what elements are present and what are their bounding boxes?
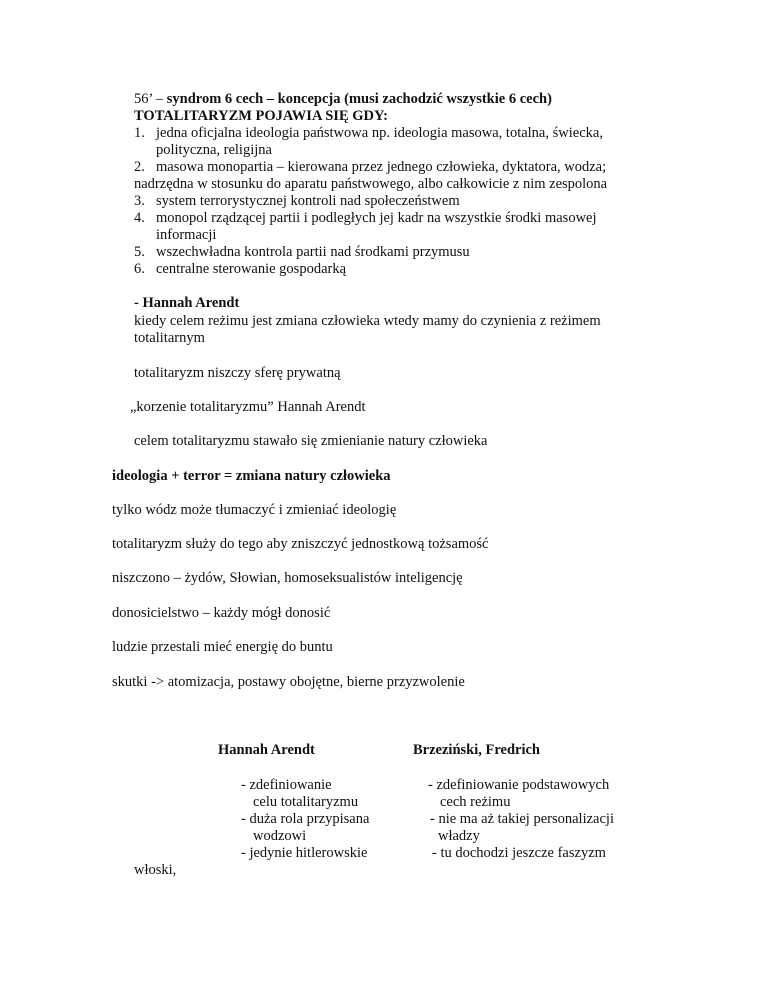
comparison-right-line: - tu dochodzi jeszcze faszyzm <box>432 845 606 861</box>
comparison-left-line: celu totalitaryzmu <box>253 794 359 810</box>
list-item: 4. monopol rządzącej partii i podległych jej kadr na wszystkie środki masowej <box>134 210 597 226</box>
list-item: 3. system terrorystycznej kontroli nad społeczeństwem <box>134 193 460 209</box>
comparison-right-line: - zdefiniowanie podstawowych <box>428 777 610 793</box>
paragraph: „korzenie totalitaryzmu” Hannah Arendt <box>130 399 366 415</box>
comparison-left-line: - zdefiniowanie <box>241 777 332 793</box>
comparison-left-line: - jedynie hitlerowskie <box>241 845 368 861</box>
paragraph: kiedy celem reżimu jest zmiana człowieka wtedy mamy do czynienia z reżimem <box>134 313 601 329</box>
list-item-continuation: informacji <box>156 227 217 243</box>
note: totalitaryzm służy do tego aby zniszczyć jednostkową tożsamość <box>112 536 489 552</box>
note: ludzie przestali mieć energię do buntu <box>112 639 333 655</box>
list-item: 5. wszechwładna kontrola partii nad środkami przymusu <box>134 244 470 260</box>
comparison-right-line: cech reżimu <box>440 794 511 810</box>
list-item: 1. jedna oficjalna ideologia państwowa np. ideologia masowa, totalna, świecka, <box>134 125 603 141</box>
comparison-left-line: wodzowi <box>253 828 307 844</box>
comparison-left-line: - duża rola przypisana <box>241 811 370 827</box>
list-item: 2. masowa monopartia – kierowana przez jednego człowieka, dyktatora, wodza; <box>134 159 607 175</box>
list-item-continuation: nadrzędna w stosunku do aparatu państwowego, albo całkowicie z nim zespolona <box>134 176 608 192</box>
paragraph: totalitarnym <box>134 330 205 346</box>
comparison-left-heading: Hannah Arendt <box>218 742 315 758</box>
formula: ideologia + terror = zmiana natury człowieka <box>112 468 391 484</box>
header-line <box>134 91 552 108</box>
note: niszczono – żydów, Słowian, homoseksualistów inteligencję <box>112 570 463 586</box>
paragraph: celem totalitaryzmu stawało się zmienianie natury człowieka <box>134 433 488 449</box>
comparison-right-heading: Brzeziński, Fredrich <box>413 742 540 758</box>
note: donosicielstwo – każdy mógł donosić <box>112 605 331 621</box>
comparison-tail: włoski, <box>134 862 177 878</box>
section-title: TOTALITARYZM POJAWIA SIĘ GDY: <box>134 108 388 124</box>
note: tylko wódz może tłumaczyć i zmieniać ideologię <box>112 502 397 518</box>
header-bold-text: syndrom 6 cech – koncepcja (musi zachodzić wszystkie 6 cech) <box>166 91 552 107</box>
list-item-continuation: polityczna, religijna <box>156 142 272 158</box>
paragraph: totalitaryzm niszczy sferę prywatną <box>134 365 341 381</box>
comparison-right-line: - nie ma aż takiej personalizacji <box>430 811 614 827</box>
comparison-right-line: władzy <box>438 828 480 844</box>
header-prefix: 56’ – <box>134 91 167 107</box>
arendt-heading: - Hannah Arendt <box>134 295 240 311</box>
note: skutki -> atomizacja, postawy obojętne, bierne przyzwolenie <box>112 674 465 690</box>
list-item: 6. centralne sterowanie gospodarką <box>134 261 347 277</box>
